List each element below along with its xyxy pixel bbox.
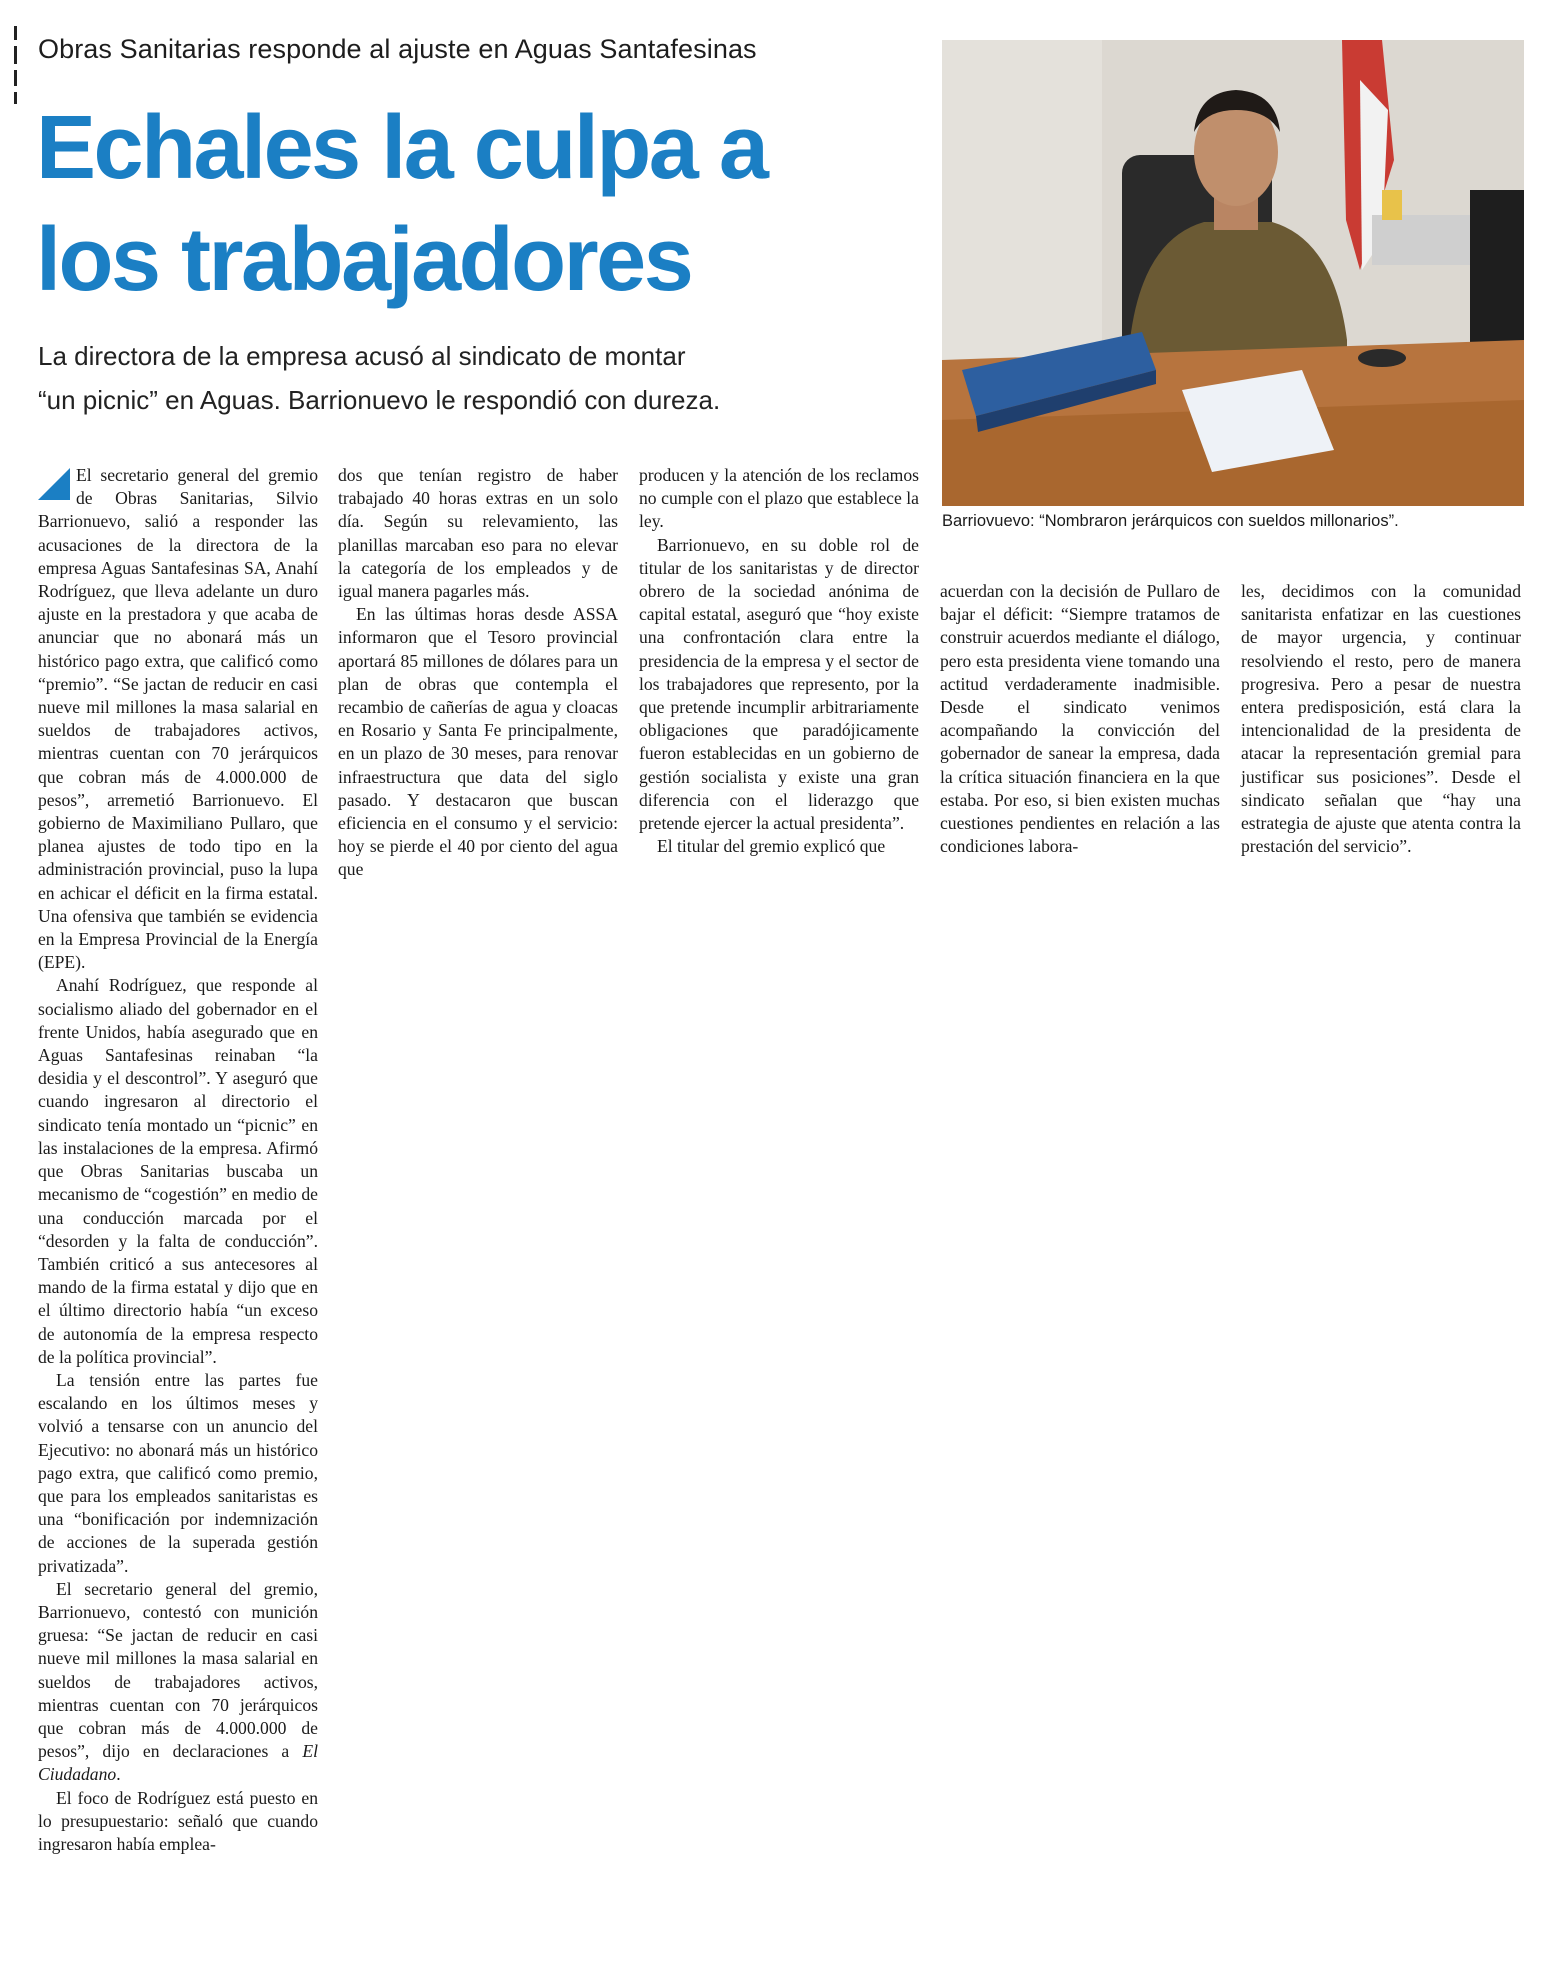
body-paragraph: les, decidimos con la comunidad sanitarista enfatizar en las cuestiones de mayor urgencia, y continuar resolviendo el resto, pero de manera progresiva. Pero a pesar de nuestra entera predisposición, está clara la intencionalidad de la presidenta de atacar la representación gremial para justificar sus posiciones”. Desde el sindicato señalan que “hay una estrategia de ajuste que atenta contra la prestación del servicio”. <box>1241 581 1521 857</box>
body-paragraph: acuerdan con la decisión de Pullaro de bajar el déficit: “Siempre tratamos de construir acuerdos mediante el diálogo, pero esta presidenta viene tomando una actitud verdaderamente inadmisible. Desde el sindicato venimos acompañando la convicción del gobernador de sanear la empresa, dada la crítica situación financiera en la que estaba. Por eso, si bien existen muchas cuestiones pendientes en relación a las condiciones labora- <box>940 581 1220 857</box>
lead-triangle-marker <box>38 468 70 500</box>
subhead-line-2: “un picnic” en Aguas. Barrionuevo le respondió con dureza. <box>38 385 721 415</box>
body-paragraph: La tensión entre las partes fue escalando en los últimos meses y volvió a tensarse con un anuncio del Ejecutivo: no abonará más un histórico pago extra, que calificó como premio, que para los empleados sanitaristas es una “bonificación por indemnización de acciones de la superada gestión privatizada”. <box>38 1369 318 1576</box>
newspaper-name: El Ciudadano <box>38 1741 318 1785</box>
body-column-1 <box>38 464 318 1964</box>
paragraph-text: El secretario general del gremio de Obras Sanitarias, Silvio Barrionuevo, salió a responder las acusaciones de la directora de la empresa Aguas Santafesinas SA, Anahí Rodríguez, que lleva adelante un duro ajuste en la prestadora y que acaba de anunciar que no abonará más un histórico pago extra, que calificó como “premio”. “Se jactan de reducir en casi nueve mil millones la masa salarial en sueldos de trabajadores activos, mientras cuentan con 70 jerárquicos que cobran más de 4.000.000 de pesos”, arremetió Barrionuevo. El gobierno de Maximiliano Pullaro, que planea ajustes de todo tipo en la administración provincial, puso la lupa en achicar el déficit en la firma estatal. Una ofensiva que también se evidencia en la Empresa Provincial de la Energía (EPE). <box>38 465 318 973</box>
body-column-5 <box>1241 580 1521 858</box>
subhead-line-1: La directora de la empresa acusó al sindicato de montar <box>38 341 686 371</box>
photo-illustration <box>942 40 1524 506</box>
body-paragraph <box>38 464 318 974</box>
body-paragraph: El foco de Rodríguez está puesto en lo presupuestario: señaló que cuando ingresaron había emplea- <box>38 1787 318 1854</box>
body-paragraph: dos que tenían registro de haber trabajado 40 horas extras en un solo día. Según su relevamiento, las planillas marcaban eso para no elevar la categoría de los empleados y de igual manera pagarles más. <box>338 465 618 602</box>
headline-line-2: los trabajadores <box>36 210 692 310</box>
body-column-2 <box>338 464 618 882</box>
article-headline <box>36 92 916 316</box>
photo-caption: Barriovuevo: “Nombraron jerárquicos con sueldos millonarios”. <box>942 512 1399 530</box>
body-paragraph: En las últimas horas desde ASSA informaron que el Tesoro provincial aportará 85 millones de dólares para un plan de obras que contempla el recambio de cañerías de agua y cloacas en Rosario y Santa Fe principalmente, en un plazo de 30 meses, para renovar infraestructura que data del siglo pasado. Y destacaron que buscan eficiencia en el consumo y el servicio: hoy se pierde el 40 por ciento del agua que <box>338 604 618 880</box>
paragraph-end: . <box>116 1764 121 1785</box>
article-subhead <box>38 334 918 422</box>
body-paragraph: Anahí Rodríguez, que responde al socialismo aliado del gobernador en el frente Unidos, había asegurado que en Aguas Santafesinas reinaban “la desidia y el descontrol”. Y aseguró que cuando ingresaron al directorio el sindicato tenía montado un “picnic” en las instalaciones de la empresa. Afirmó que Obras Sanitarias buscaba un mecanismo de “cogestión” en medio de una conducción marcada por el “desorden y la falta de conducción”. También criticó a sus antecesores al mando de la firma estatal y dijo que en el último directorio había “un exceso de autonomía de la empresa respecto de la política provincial”. <box>38 975 318 1367</box>
body-paragraph <box>38 1578 318 1787</box>
paragraph-text: El secretario general del gremio, Barrionuevo, contestó con munición gruesa: “Se jactan de reducir en casi nueve mil millones la masa salarial en sueldos de trabajadores activos, mientras cuentan con 70 jerárquicos que cobran más de 4.000.000 de pesos”, dijo en declaraciones a <box>38 1578 318 1762</box>
body-paragraph: producen y la atención de los reclamos no cumple con el plazo que establece la ley. <box>639 465 919 532</box>
body-column-4 <box>940 580 1220 858</box>
headline-line-1: Echales la culpa a <box>36 98 767 198</box>
article-kicker: Obras Sanitarias responde al ajuste en Aguas Santafesinas <box>38 34 757 64</box>
body-paragraph: Barrionuevo, en su doble rol de titular de los sanitaristas y de director obrero de la sociedad anónima de capital estatal, aseguró que “hoy existe una confrontación clara entre la presidencia de la empresa y el sector de los trabajadores que represento, por la que pretende incumplir arbitrariamente obligaciones que paradójicamente fueron establecidas en un gobierno de gestión socialista y existe una gran diferencia con el liderazgo que pretende ejercer la actual presidenta”. <box>639 534 919 834</box>
body-column-3 <box>639 464 919 858</box>
article-photo <box>942 40 1524 506</box>
body-paragraph: El titular del gremio explicó que <box>657 836 886 857</box>
margin-marker <box>14 26 22 136</box>
